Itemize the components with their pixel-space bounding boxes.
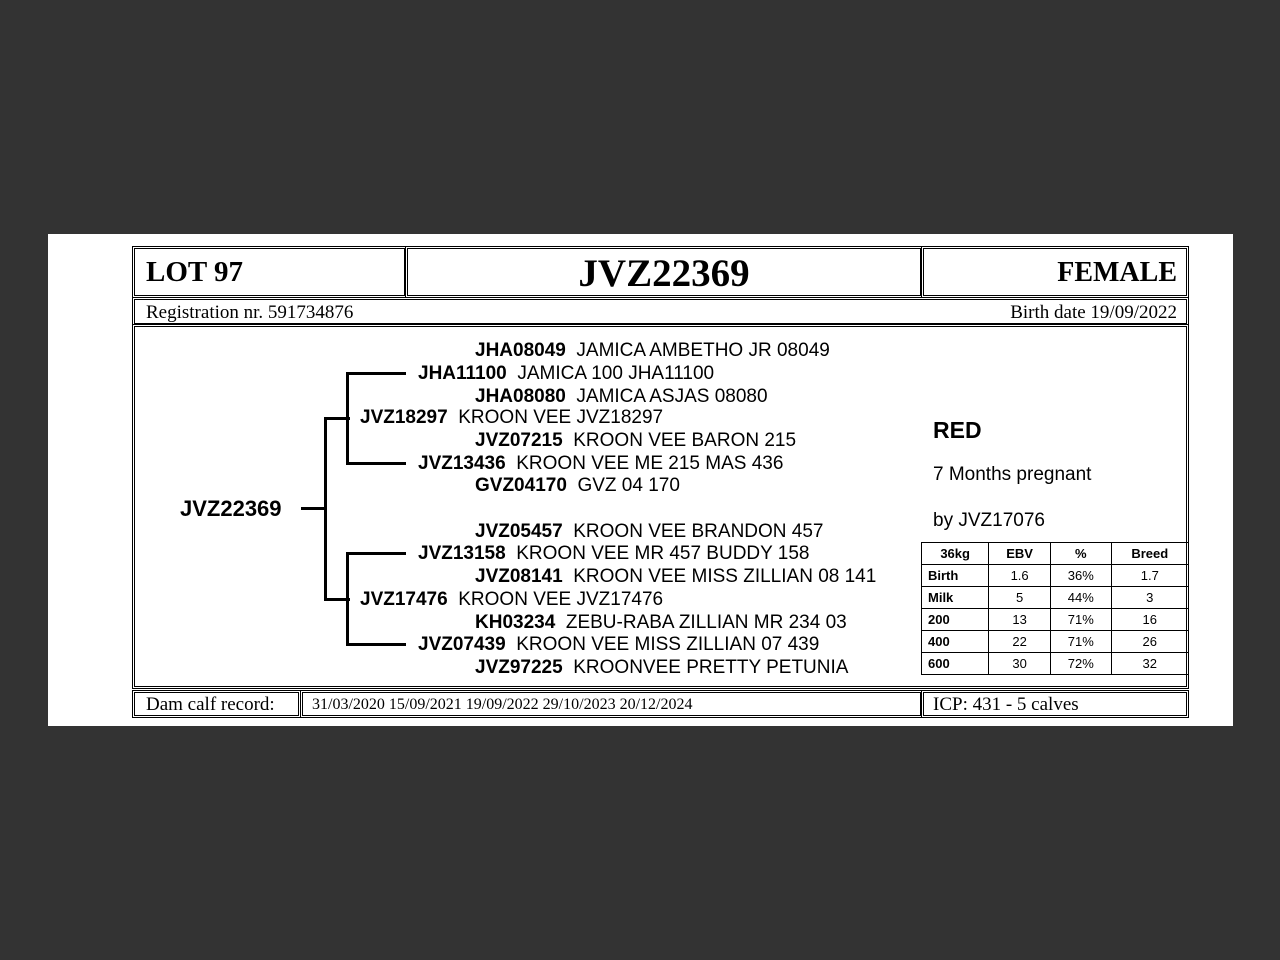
ebv-header: Breed: [1111, 543, 1188, 565]
sex-label: FEMALE: [1057, 257, 1177, 288]
pedigree-dam: JVZ17476 KROON VEE JVZ17476: [360, 589, 664, 610]
pedigree-sire-sire-dam: JHA08080 JAMICA ASJAS 08080: [475, 386, 768, 407]
dam-calf-label-box: [132, 690, 301, 718]
ebv-value: 30: [989, 653, 1051, 675]
ebv-row: [922, 609, 1189, 631]
ebv-breed-avg: 32: [1111, 653, 1188, 675]
ebv-value: 5: [989, 587, 1051, 609]
pedigree-sire-sire-sire: JHA08049 JAMICA AMBETHO JR 08049: [475, 340, 830, 361]
ebv-accuracy: 44%: [1050, 587, 1111, 609]
dam-sire-connector: [346, 552, 406, 555]
sire-grandparents-vertical: [346, 372, 349, 464]
pedigree-subject: JVZ22369: [180, 496, 282, 521]
sire-sire-connector: [346, 372, 406, 375]
ebv-header: %: [1050, 543, 1111, 565]
pedigree-sire-dam: JVZ13436 KROON VEE ME 215 MAS 436: [418, 453, 784, 474]
ebv-header-row: [922, 543, 1189, 565]
parents-vertical: [324, 417, 327, 601]
ebv-row: [922, 631, 1189, 653]
lot-card: [48, 234, 1233, 726]
ebv-row: [922, 653, 1189, 675]
ebv-header: 36kg: [922, 543, 989, 565]
ebv-trait: Milk: [922, 587, 989, 609]
ebv-header: EBV: [989, 543, 1051, 565]
ebv-value: 1.6: [989, 565, 1051, 587]
icp-box: [921, 690, 1189, 718]
ebv-trait: Birth: [922, 565, 989, 587]
ebv-breed-avg: 3: [1111, 587, 1188, 609]
ebv-breed-avg: 1.7: [1111, 565, 1188, 587]
pedigree-sire: JVZ18297 KROON VEE JVZ18297: [360, 407, 664, 428]
service-sire: by JVZ17076: [933, 510, 1045, 531]
pedigree-sire-dam-sire: JVZ07215 KROON VEE BARON 215: [475, 430, 797, 451]
ebv-breed-avg: 26: [1111, 631, 1188, 653]
registration-row: [132, 297, 1189, 326]
sex-box: [921, 246, 1189, 298]
animal-id-box: [405, 246, 923, 298]
dam-calf-label: Dam calf record:: [146, 694, 275, 715]
pregnancy-status: 7 Months pregnant: [933, 464, 1092, 485]
pedigree-dam-dam: JVZ07439 KROON VEE MISS ZILLIAN 07 439: [418, 634, 820, 655]
dam-calf-dates: 31/03/2020 15/09/2021 19/09/2022 29/10/2023 20/12/2024: [312, 696, 693, 713]
dam-calf-dates-box: [300, 690, 923, 718]
ebv-trait: 200: [922, 609, 989, 631]
ebv-accuracy: 71%: [1050, 631, 1111, 653]
ebv-accuracy: 72%: [1050, 653, 1111, 675]
pedigree-dam-sire-sire: JVZ05457 KROON VEE BRANDON 457: [475, 521, 824, 542]
pedigree-sire-sire: JHA11100 JAMICA 100 JHA11100: [418, 363, 715, 384]
sire-dam-connector: [346, 462, 406, 465]
icp-value: ICP: 431 - 5 calves: [933, 694, 1079, 715]
ebv-row: [922, 565, 1189, 587]
pedigree-sire-dam-dam: GVZ04170 GVZ 04 170: [475, 475, 680, 496]
pedigree-dam-sire: JVZ13158 KROON VEE MR 457 BUDDY 158: [418, 543, 810, 564]
ebv-accuracy: 36%: [1050, 565, 1111, 587]
birth-date: Birth date 19/09/2022: [1010, 302, 1177, 323]
dam-dam-connector: [346, 643, 406, 646]
pedigree-dam-sire-dam: JVZ08141 KROON VEE MISS ZILLIAN 08 141: [475, 566, 877, 587]
pedigree-dam-dam-dam: JVZ97225 KROONVEE PRETTY PETUNIA: [475, 657, 849, 678]
ebv-value: 22: [989, 631, 1051, 653]
ebv-row: [922, 587, 1189, 609]
registration-number: Registration nr. 591734876: [146, 302, 354, 323]
ebv-breed-avg: 16: [1111, 609, 1188, 631]
animal-id-title: JVZ22369: [578, 252, 750, 295]
ebv-table: [921, 542, 1189, 675]
pedigree-dam-dam-sire: KH03234 ZEBU-RABA ZILLIAN MR 234 03: [475, 612, 847, 633]
ebv-trait: 400: [922, 631, 989, 653]
ebv-accuracy: 71%: [1050, 609, 1111, 631]
subject-connector: [301, 507, 326, 510]
ebv-trait: 600: [922, 653, 989, 675]
lot-box: [132, 246, 407, 298]
ebv-value: 13: [989, 609, 1051, 631]
dam-grandparents-vertical: [346, 552, 349, 646]
colour-label: RED: [933, 417, 982, 443]
lot-number: LOT 97: [146, 256, 243, 288]
